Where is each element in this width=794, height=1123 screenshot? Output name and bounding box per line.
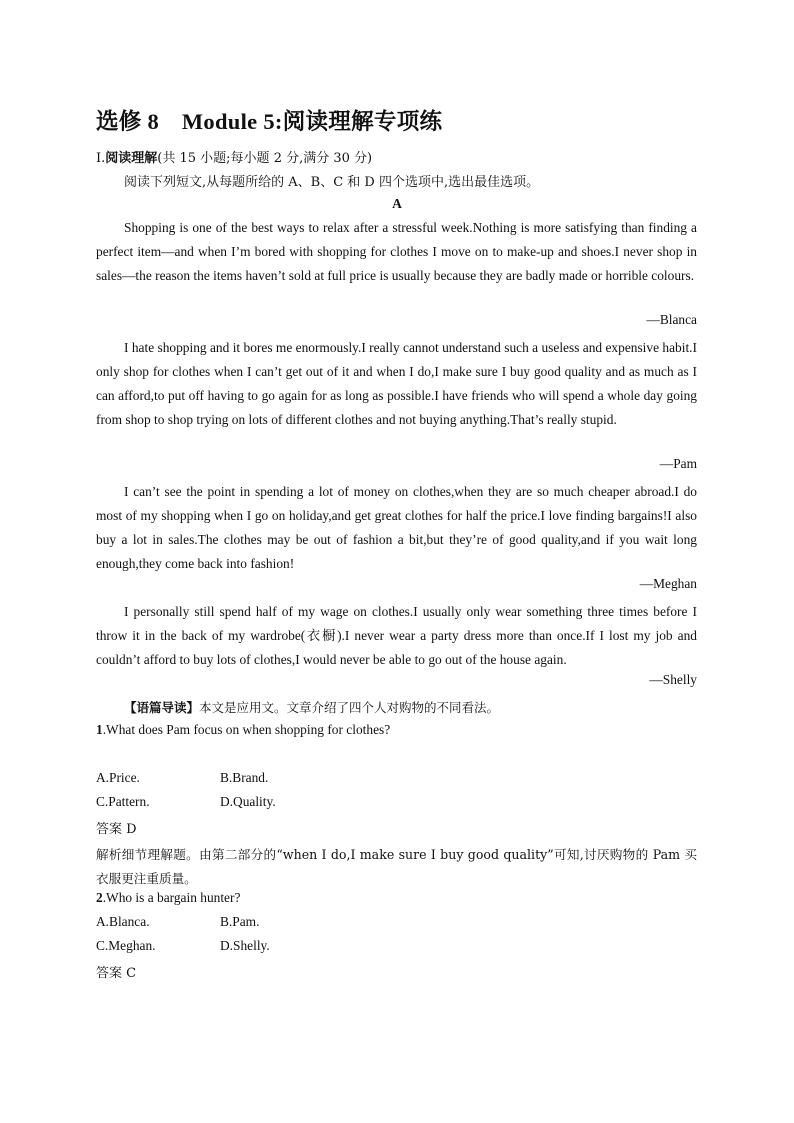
author-signature-pam: —Pam: [659, 456, 697, 471]
option-c: C.Meghan.: [96, 938, 156, 953]
guide-label: 【语篇导读】: [124, 700, 200, 715]
passage-paragraph-blanca: Shopping is one of the best ways to relax after a stressful week.Nothing is more satisfying than finding a perfect item—and when I’m bored with shopping for clothes I move on to make-up and shoes.I never shop in sales—the reason the items haven’t sold at full price is usually because they are badly made or horrible colours.: [96, 220, 697, 283]
guide-text: 本文是应用文。文章介绍了四个人对购物的不同看法。: [199, 700, 500, 715]
passage-paragraph-meghan: I can’t see the point in spending a lot of money on clothes,when they are so much cheaper abroad.I do most of my shopping when I go on holiday,and get great clothes for half the price.I love finding bargains!I also buy a lot in sales.The clothes may be out of fashion a bit,but they’re of good quality,and if you wait long enough,they come back into fashion!: [96, 484, 697, 571]
section-number: Ⅰ.: [96, 151, 106, 166]
option-d: D.Shelly.: [220, 938, 270, 953]
instruction-text: 阅读下列短文,从每题所给的 A、B、C 和 D 四个选项中,选出最佳选项。: [124, 175, 540, 190]
section-heading: [96, 147, 372, 166]
author-signature-shelly: —Shelly: [649, 672, 697, 687]
author-signature-blanca: —Blanca: [646, 312, 697, 327]
passage-guide: [124, 698, 499, 716]
section-name: 阅读理解: [105, 151, 158, 166]
answer-text: 答案 D: [96, 822, 137, 837]
question-number: 2: [96, 890, 103, 905]
option-b: B.Brand.: [220, 770, 269, 785]
page-title: 选修 8 Module 5:阅读理解专项练: [96, 109, 443, 134]
passage-paragraph-pam: I hate shopping and it bores me enormously.I really cannot understand such a useless and expensive habit.I only shop for clothes when I can’t get out of it and when I do,I make sure I buy good quality and as much as I can afford,to put off having to go again for as long as possible.I have friends who will spend a whole day going from shop to shop trying on lots of different clothes and not buying anything.That’s really stupid.: [96, 340, 697, 427]
author-signature-meghan: —Meghan: [639, 576, 697, 591]
option-c: C.Pattern.: [96, 794, 150, 809]
option-a: A.Price.: [96, 770, 140, 785]
answer-text: 答案 C: [96, 966, 137, 981]
question-number: 1: [96, 722, 103, 737]
option-a: A.Blanca.: [96, 914, 150, 929]
option-d: D.Quality.: [220, 794, 276, 809]
question-text: .Who is a bargain hunter?: [102, 890, 241, 905]
passage-label: A: [392, 196, 402, 211]
question-1: [96, 722, 390, 738]
passage-paragraph-shelly: I personally still spend half of my wage on clothes.I usually only wear something three times before I throw it in the back of my wardrobe(衣橱).I never wear a party dress more than once.If I lost my job and couldn’t afford to buy lots of clothes,I would never be able to go out of the house again.: [96, 604, 697, 667]
question-2: [96, 890, 240, 906]
explanation-text: 解析细节理解题。由第二部分的“when I do,I make sure I buy good quality”可知,讨厌购物的 Pam 买衣服更注重质量。: [96, 847, 697, 886]
section-score: (共 15 小题;每小题 2 分,满分 30 分): [157, 151, 373, 166]
option-b: B.Pam.: [220, 914, 260, 929]
question-text: .What does Pam focus on when shopping for clothes?: [102, 722, 391, 737]
